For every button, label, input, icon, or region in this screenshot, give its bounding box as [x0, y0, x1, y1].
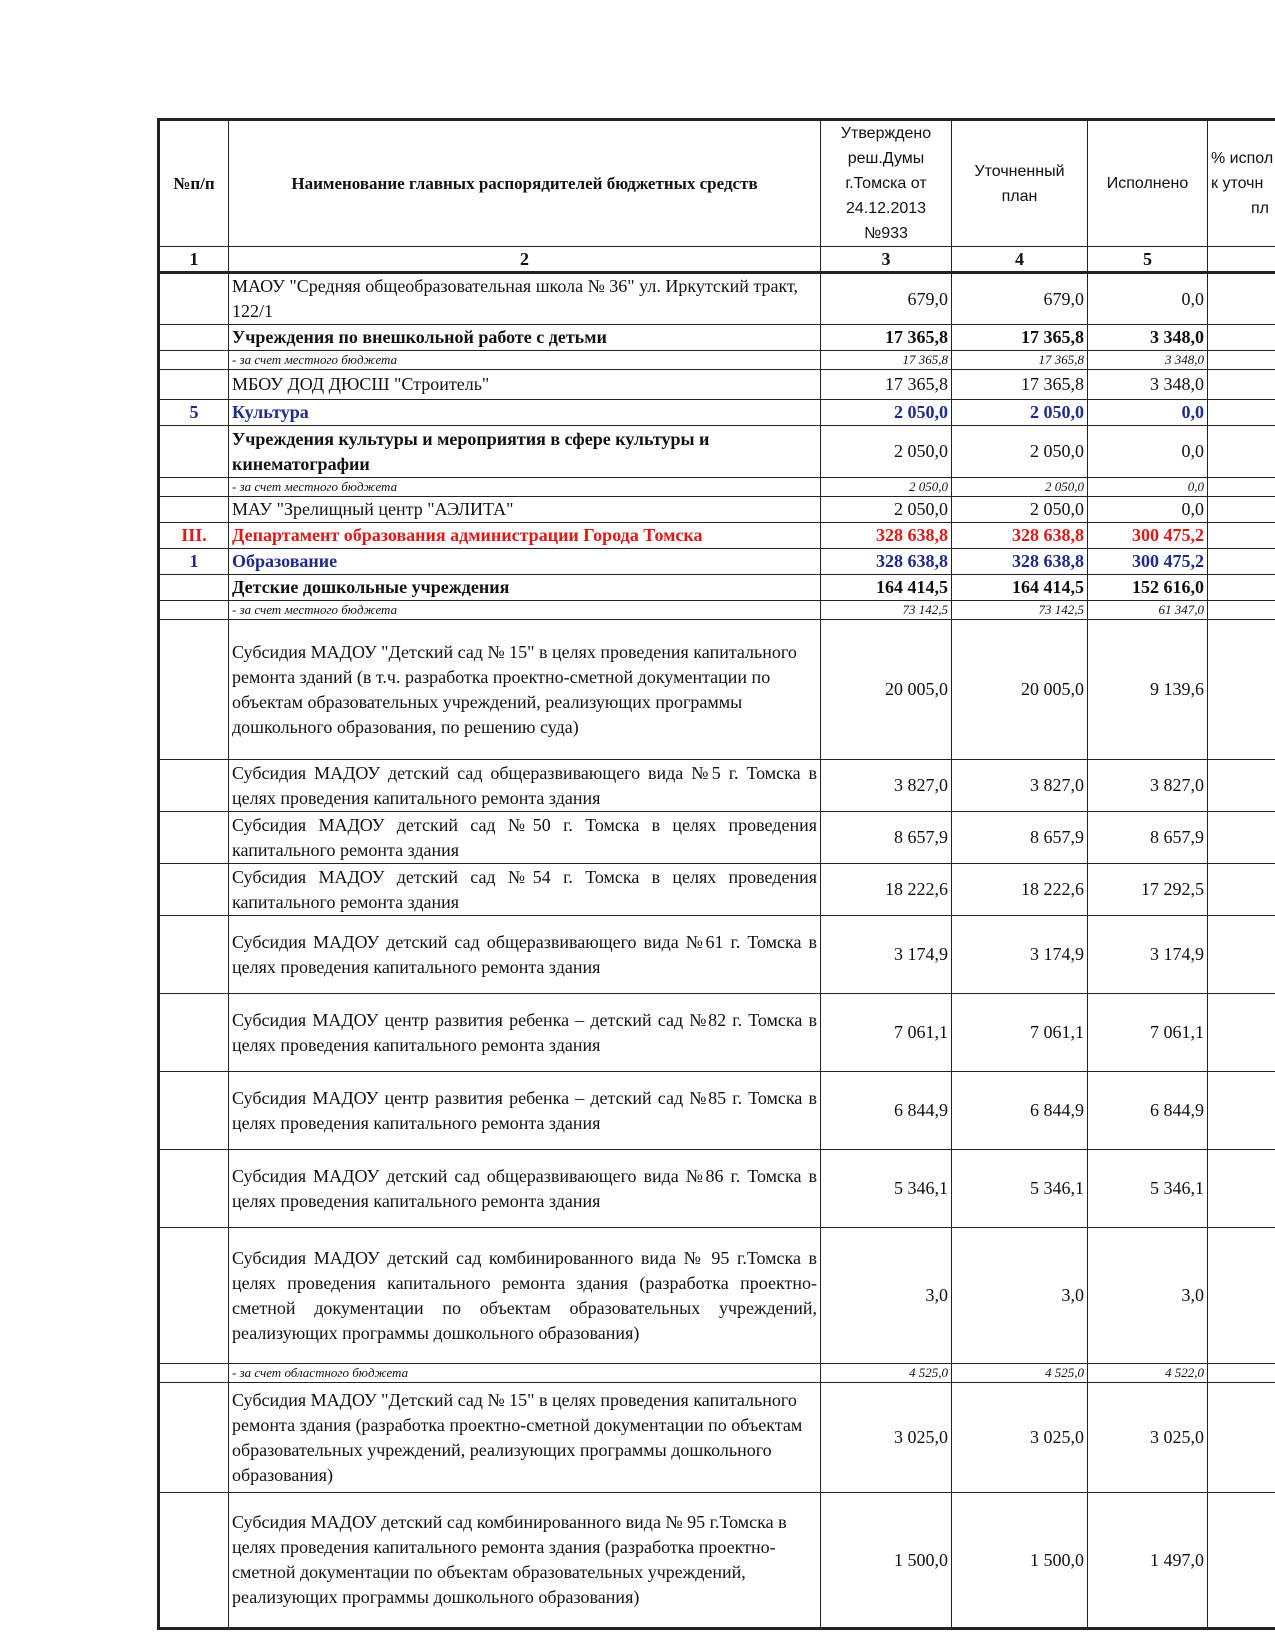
row-executed: 8 657,9: [1088, 812, 1208, 864]
row-percent: [1208, 601, 1275, 620]
row-executed: 0,0: [1088, 497, 1208, 523]
row-refined: 328 638,8: [952, 549, 1088, 575]
colnum-cell: 2: [229, 247, 821, 273]
row-approved: 6 844,9: [821, 1072, 952, 1150]
row-percent: [1208, 1072, 1275, 1150]
table-row: [159, 523, 1275, 549]
row-approved: 18 222,6: [821, 864, 952, 916]
row-approved: 2 050,0: [821, 426, 952, 478]
row-name: Субсидия МАДОУ "Детский сад № 15" в целях проведения капитального ремонта зданий (в т.ч. разработка проектно-сметной документации по объектам образовательных учреждений, реализующих программы дошкольного образования, по решению суда): [229, 620, 821, 760]
colnum-cell: 3: [821, 247, 952, 273]
header-approved-line: г.Томска от: [845, 175, 927, 192]
row-refined: 20 005,0: [952, 620, 1088, 760]
header-percent-line: пл: [1251, 200, 1269, 217]
row-approved: 8 657,9: [821, 812, 952, 864]
row-executed: 5 346,1: [1088, 1150, 1208, 1228]
row-approved: 164 414,5: [821, 575, 952, 601]
header-approved-line: 24.12.2013: [845, 200, 927, 217]
row-name: Культура: [229, 400, 821, 426]
row-name: МАУ "Зрелищный центр "АЭЛИТА": [229, 497, 821, 523]
row-executed: 4 522,0: [1088, 1364, 1208, 1383]
row-name: - за счет местного бюджета: [229, 601, 821, 620]
row-percent: [1208, 575, 1275, 601]
row-executed: 1 497,0: [1088, 1493, 1208, 1629]
row-name: Субсидия МАДОУ детский сад общеразвивающего вида №61 г. Томска в целях проведения капитального ремонта здания: [229, 916, 821, 994]
table-row: [159, 1228, 1275, 1364]
table-row: [159, 1072, 1275, 1150]
table-row: [159, 916, 1275, 994]
table-row: [159, 325, 1275, 351]
row-approved: 3 827,0: [821, 760, 952, 812]
row-name: Субсидия МАДОУ детский сад комбинированного вида № 95 г.Томска в целях проведения капитального ремонта здания (разработка проектно-сметной документации по объектам образовательных учреждений, реализующих программы дошкольного образования): [229, 1493, 821, 1629]
row-name: Департамент образования администрации Города Томска: [229, 523, 821, 549]
row-executed: 3 348,0: [1088, 370, 1208, 400]
row-refined: 17 365,8: [952, 351, 1088, 370]
row-executed: 0,0: [1088, 478, 1208, 497]
row-num: [159, 325, 229, 351]
row-approved: 3 174,9: [821, 916, 952, 994]
header-approved: [821, 120, 952, 247]
row-approved: 328 638,8: [821, 549, 952, 575]
row-percent: [1208, 497, 1275, 523]
row-approved: 679,0: [821, 273, 952, 325]
header-approved-line: №933: [864, 225, 908, 242]
row-executed: 3 827,0: [1088, 760, 1208, 812]
row-num: [159, 760, 229, 812]
row-executed: 3 348,0: [1088, 351, 1208, 370]
row-name: Субсидия МАДОУ центр развития ребенка – детский сад №82 г. Томска в целях проведения капитального ремонта здания: [229, 994, 821, 1072]
row-refined: 8 657,9: [952, 812, 1088, 864]
row-executed: 61 347,0: [1088, 601, 1208, 620]
row-refined: 2 050,0: [952, 497, 1088, 523]
row-refined: 73 142,5: [952, 601, 1088, 620]
row-name: Образование: [229, 549, 821, 575]
row-percent: [1208, 478, 1275, 497]
row-name: - за счет местного бюджета: [229, 351, 821, 370]
header-percent: [1208, 120, 1275, 247]
row-refined: 328 638,8: [952, 523, 1088, 549]
row-num: [159, 601, 229, 620]
header-percent-line: % испол: [1211, 150, 1274, 167]
row-executed: 3 025,0: [1088, 1383, 1208, 1493]
row-num: [159, 497, 229, 523]
table-row: [159, 575, 1275, 601]
row-approved: 5 346,1: [821, 1150, 952, 1228]
row-refined: 2 050,0: [952, 426, 1088, 478]
row-percent: [1208, 1383, 1275, 1493]
row-percent: [1208, 760, 1275, 812]
row-approved: 4 525,0: [821, 1364, 952, 1383]
row-refined: 1 500,0: [952, 1493, 1088, 1629]
row-executed: 3,0: [1088, 1228, 1208, 1364]
row-approved: 17 365,8: [821, 370, 952, 400]
row-refined: 3,0: [952, 1228, 1088, 1364]
row-refined: 679,0: [952, 273, 1088, 325]
row-executed: 6 844,9: [1088, 1072, 1208, 1150]
row-approved: 7 061,1: [821, 994, 952, 1072]
row-name: Субсидия МАДОУ детский сад комбинированного вида № 95 г.Томска в целях проведения капитального ремонта здания (разработка проектно-сметной документации по объектам образовательных учреждений, реализующих программы дошкольного образования): [229, 1228, 821, 1364]
table-body: [159, 247, 1275, 1629]
row-executed: 300 475,2: [1088, 523, 1208, 549]
row-approved: 3,0: [821, 1228, 952, 1364]
row-percent: [1208, 994, 1275, 1072]
row-refined: 17 365,8: [952, 325, 1088, 351]
table-row: [159, 497, 1275, 523]
row-refined: 6 844,9: [952, 1072, 1088, 1150]
row-percent: [1208, 370, 1275, 400]
header-approved-line: Утверждено: [840, 125, 932, 142]
row-name: Субсидия МАДОУ детский сад №54 г. Томска в целях проведения капитального ремонта здания: [229, 864, 821, 916]
row-approved: 2 050,0: [821, 478, 952, 497]
row-num: [159, 1228, 229, 1364]
table-row: [159, 760, 1275, 812]
row-percent: [1208, 620, 1275, 760]
row-num: [159, 812, 229, 864]
row-num: 5: [159, 400, 229, 426]
row-num: [159, 370, 229, 400]
row-executed: 0,0: [1088, 400, 1208, 426]
row-name: Детские дошкольные учреждения: [229, 575, 821, 601]
row-num: [159, 273, 229, 325]
table-row: [159, 994, 1275, 1072]
row-approved: 20 005,0: [821, 620, 952, 760]
table-row: [159, 1493, 1275, 1629]
row-approved: 328 638,8: [821, 523, 952, 549]
row-refined: 3 174,9: [952, 916, 1088, 994]
row-name: МАОУ "Средняя общеобразовательная школа № 36" ул. Иркутский тракт, 122/1: [229, 273, 821, 325]
table-row: [159, 426, 1275, 478]
row-percent: [1208, 1228, 1275, 1364]
row-approved: 2 050,0: [821, 400, 952, 426]
header-percent-line: к уточн: [1211, 175, 1264, 192]
row-percent: [1208, 273, 1275, 325]
row-executed: 3 174,9: [1088, 916, 1208, 994]
row-num: [159, 994, 229, 1072]
colnum-cell: 1: [159, 247, 229, 273]
row-executed: 3 348,0: [1088, 325, 1208, 351]
row-percent: [1208, 1150, 1275, 1228]
row-num: [159, 1383, 229, 1493]
row-percent: [1208, 812, 1275, 864]
row-refined: 4 525,0: [952, 1364, 1088, 1383]
row-refined: 18 222,6: [952, 864, 1088, 916]
table-row: [159, 1383, 1275, 1493]
row-num: [159, 916, 229, 994]
row-name: Субсидия МАДОУ "Детский сад № 15" в целях проведения капитального ремонта здания (разработка проектно-сметной документации по объектам образовательных учреждений, реализующих программы дошкольного образования): [229, 1383, 821, 1493]
colnum-cell: 5: [1088, 247, 1208, 273]
row-executed: 7 061,1: [1088, 994, 1208, 1072]
table-row: [159, 812, 1275, 864]
row-executed: 17 292,5: [1088, 864, 1208, 916]
header-refined: [952, 120, 1088, 247]
row-name: Субсидия МАДОУ детский сад №50 г. Томска в целях проведения капитального ремонта здания: [229, 812, 821, 864]
row-name: - за счет местного бюджета: [229, 478, 821, 497]
row-percent: [1208, 426, 1275, 478]
column-number-row: [159, 247, 1275, 273]
row-approved: 3 025,0: [821, 1383, 952, 1493]
row-executed: 0,0: [1088, 273, 1208, 325]
table-row: [159, 400, 1275, 426]
row-num: [159, 478, 229, 497]
row-executed: 0,0: [1088, 426, 1208, 478]
row-refined: 2 050,0: [952, 478, 1088, 497]
row-approved: 73 142,5: [821, 601, 952, 620]
row-num: III.: [159, 523, 229, 549]
table-row: [159, 273, 1275, 325]
row-percent: [1208, 864, 1275, 916]
row-refined: 3 827,0: [952, 760, 1088, 812]
row-refined: 164 414,5: [952, 575, 1088, 601]
row-name: МБОУ ДОД ДЮСШ "Строитель": [229, 370, 821, 400]
row-num: [159, 1364, 229, 1383]
row-num: [159, 620, 229, 760]
row-refined: 5 346,1: [952, 1150, 1088, 1228]
table-row: [159, 351, 1275, 370]
row-percent: [1208, 400, 1275, 426]
table-row: [159, 620, 1275, 760]
row-percent: [1208, 549, 1275, 575]
row-name: Субсидия МАДОУ центр развития ребенка – детский сад №85 г. Томска в целях проведения капитального ремонта здания: [229, 1072, 821, 1150]
colnum-cell: [1208, 247, 1275, 273]
table-header: [159, 120, 1275, 247]
row-num: 1: [159, 549, 229, 575]
table-row: [159, 549, 1275, 575]
row-executed: 9 139,6: [1088, 620, 1208, 760]
row-name: Учреждения по внешкольной работе с детьми: [229, 325, 821, 351]
row-approved: 1 500,0: [821, 1493, 952, 1629]
row-refined: 2 050,0: [952, 400, 1088, 426]
row-percent: [1208, 1364, 1275, 1383]
row-name: Учреждения культуры и мероприятия в сфере культуры и кинематографии: [229, 426, 821, 478]
row-refined: 17 365,8: [952, 370, 1088, 400]
row-num: [159, 575, 229, 601]
row-num: [159, 1493, 229, 1629]
table-row: [159, 601, 1275, 620]
row-executed: 300 475,2: [1088, 549, 1208, 575]
row-num: [159, 1150, 229, 1228]
table-row: [159, 370, 1275, 400]
header-executed: Исполнено: [1088, 120, 1208, 247]
row-approved: 17 365,8: [821, 325, 952, 351]
row-num: [159, 1072, 229, 1150]
row-num: [159, 426, 229, 478]
table-row: [159, 478, 1275, 497]
row-name: - за счет областного бюджета: [229, 1364, 821, 1383]
header-refined-line: план: [1001, 187, 1038, 205]
row-approved: 2 050,0: [821, 497, 952, 523]
row-percent: [1208, 325, 1275, 351]
table-row: [159, 1150, 1275, 1228]
row-approved: 17 365,8: [821, 351, 952, 370]
row-percent: [1208, 1493, 1275, 1629]
row-percent: [1208, 351, 1275, 370]
row-num: [159, 351, 229, 370]
table-row: [159, 864, 1275, 916]
header-refined-line: Уточненный: [974, 162, 1065, 180]
row-name: Субсидия МАДОУ детский сад общеразвивающего вида №86 г. Томска в целях проведения капитального ремонта здания: [229, 1150, 821, 1228]
row-percent: [1208, 916, 1275, 994]
header-name: Наименование главных распорядителей бюджетных средств: [229, 120, 821, 247]
row-refined: 3 025,0: [952, 1383, 1088, 1493]
colnum-cell: 4: [952, 247, 1088, 273]
table-row: [159, 1364, 1275, 1383]
row-executed: 152 616,0: [1088, 575, 1208, 601]
row-refined: 7 061,1: [952, 994, 1088, 1072]
budget-table: [157, 118, 1275, 1630]
header-num: №п/п: [159, 120, 229, 247]
header-approved-line: реш.Думы: [847, 150, 925, 167]
row-name: Субсидия МАДОУ детский сад общеразвивающего вида №5 г. Томска в целях проведения капитального ремонта здания: [229, 760, 821, 812]
row-percent: [1208, 523, 1275, 549]
row-num: [159, 864, 229, 916]
